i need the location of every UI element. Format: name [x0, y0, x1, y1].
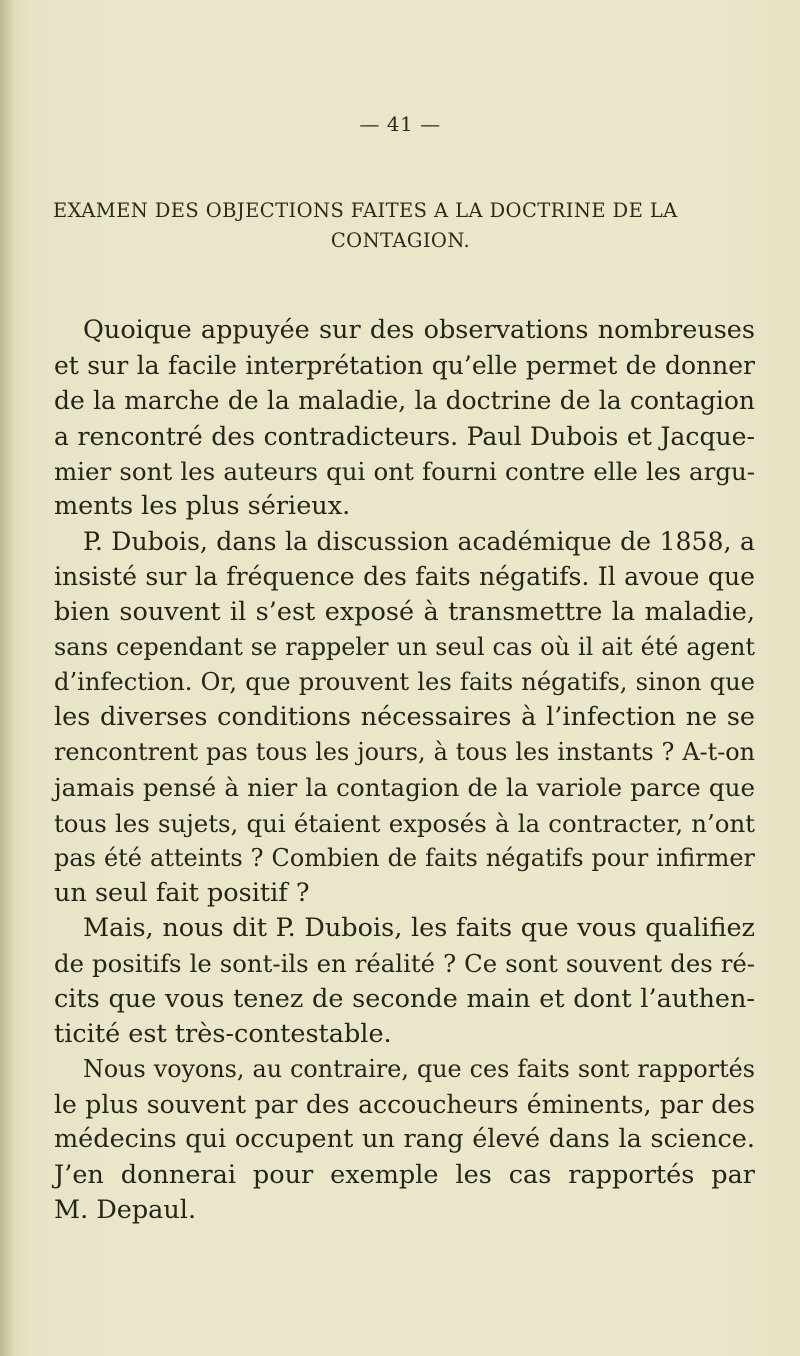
text-line: rencontrent pas tous les jours, à tous les instants ? A-t-on: [54, 738, 755, 767]
text-line: sans cependant se rappeler un seul cas où il ait été agent: [54, 632, 755, 661]
text-line: mier sont les auteurs qui ont fourni contre elle les argu-: [54, 456, 755, 486]
page-binding-edge: [0, 0, 14, 1356]
section-title-line-2: CONTAGION.: [330, 229, 471, 252]
text-line: de la marche de la maladie, la doctrine de la contagion: [54, 386, 755, 416]
text-line: pas été atteints ? Combien de faits négatifs pour infirmer: [54, 843, 755, 872]
text-line: J’en donnerai pour exemple les cas rapportés par: [54, 1159, 755, 1190]
text-line: ticité est très-contestable.: [54, 1018, 392, 1049]
text-line: insisté sur la fréquence des faits négatifs. Il avoue que: [54, 562, 755, 592]
page-number: — 41 —: [359, 112, 441, 136]
text-line: M. Depaul.: [54, 1194, 197, 1225]
text-line: bien souvent il s’est exposé à transmettre la maladie,: [54, 596, 755, 627]
text-line: Quoique appuyée sur des observations nombreuses: [83, 315, 755, 345]
text-line: un seul fait positif ?: [54, 878, 310, 908]
text-line: cits que vous tenez de seconde main et dont l’authen-: [54, 983, 755, 1014]
text-line: Mais, nous dit P. Dubois, les faits que vous qualifiez: [83, 913, 755, 944]
text-line: ments les plus sérieux.: [54, 490, 351, 521]
body-text: [54, 313, 755, 1228]
text-line: et sur la facile interprétation qu’elle permet de donner: [54, 351, 755, 381]
text-line: le plus souvent par des accoucheurs éminents, par des: [54, 1090, 755, 1120]
text-line: Nous voyons, au contraire, que ces faits sont rapportés: [83, 1054, 755, 1083]
text-line: médecins qui occupent un rang élevé dans la science.: [54, 1124, 755, 1155]
text-line: jamais pensé à nier la contagion de la variole parce que: [54, 773, 755, 803]
section-title-line-1: EXAMEN DES OBJECTIONS FAITES A LA DOCTRINE DE LA: [53, 199, 678, 222]
text-line: d’infection. Or, que prouvent les faits négatifs, sinon que: [54, 667, 755, 696]
section-title: [53, 196, 758, 256]
text-line: P. Dubois, dans la discussion académique de 1858, a: [83, 527, 755, 557]
text-line: de positifs le sont-ils en réalité ? Ce sont souvent des ré-: [54, 949, 755, 979]
text-line: les diverses conditions nécessaires à l’infection ne se: [54, 702, 755, 733]
text-line: a rencontré des contradicteurs. Paul Dubois et Jacque-: [54, 421, 755, 451]
text-line: tous les sujets, qui étaient exposés à la contracter, n’ont: [54, 808, 755, 838]
